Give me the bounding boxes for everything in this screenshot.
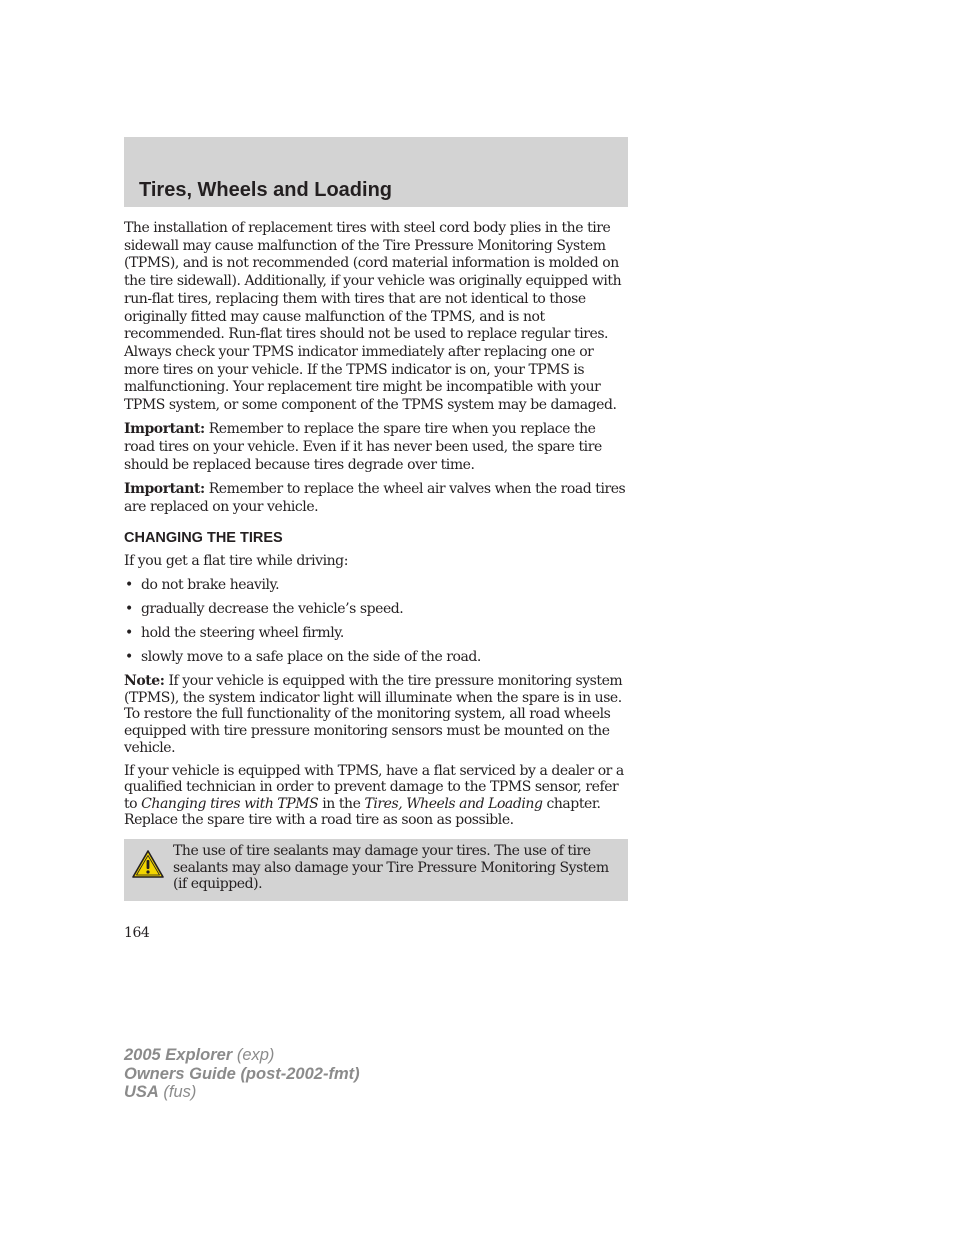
- list-item: [124, 649, 628, 667]
- list-item-text: do not brake heavily.: [141, 577, 280, 594]
- page-number: 164: [124, 925, 150, 941]
- footer-model-code: (exp): [232, 1046, 275, 1064]
- bullet-icon: •: [125, 625, 133, 642]
- important-label: Important:: [124, 480, 205, 497]
- tpms-text-part1: If your vehicle is equipped with TPMS, have a flat serviced by a dealer or a qualified technician in order to prevent damage to the TPMS sensor, refer to: [124, 762, 624, 812]
- tpms-service-paragraph: [124, 763, 628, 829]
- list-item-text: gradually decrease the vehicle’s speed.: [141, 601, 404, 618]
- tpms-text-part3: chapter. Replace the spare tire with a road tire as soon as possible.: [124, 795, 601, 829]
- bullet-icon: •: [125, 649, 133, 666]
- warning-text: The use of tire sealants may damage your tires. The use of tire sealants may also damage your Tire Pressure Monitoring System (if equipped).: [173, 843, 609, 893]
- important-spare-text: Remember to replace the spare tire when you replace the road tires on your vehicle. Even if it has never been used, the spare tire should be replaced because tires degrade over time.: [124, 421, 602, 473]
- list-item: [124, 577, 628, 595]
- footer-model-name: 2005 Explorer: [124, 1046, 233, 1064]
- footer-market-name: USA: [124, 1083, 159, 1101]
- changing-tires-heading: CHANGING THE TIRES: [124, 530, 283, 547]
- document-footer: [124, 1046, 360, 1102]
- bullet-icon: •: [125, 601, 133, 618]
- note-paragraph: [124, 673, 628, 756]
- list-item: [124, 625, 628, 643]
- tpms-text-part2: in the: [318, 795, 365, 812]
- footer-line-model: [124, 1046, 360, 1065]
- flat-tire-steps-list: [124, 577, 628, 667]
- list-item: [124, 601, 628, 619]
- important-label: Important:: [124, 421, 205, 438]
- tpms-chapter-reference: Tires, Wheels and Loading: [364, 795, 543, 812]
- footer-guide-name: Owners Guide (post-2002-fmt): [124, 1064, 360, 1083]
- important-valves-paragraph: [124, 481, 628, 516]
- intro-paragraph: The installation of replacement tires with steel cord body plies in the tire sidewall may cause malfunction of the Tire Pressure Monitoring System (TPMS), and is not recommended (cord material information is molded on the tire sidewall). Additionally, if your vehicle was originally equipped with run-flat tires, replacing them with tires that are not identical to those originally fitted may cause malfunction of the TPMS, and is not recommended. Run-flat tires should not be used to replace regular tires. Always check your TPMS indicator immediately after replacing one or more tires on your vehicle. If the TPMS indicator is on, your TPMS is malfunctioning. Your replacement tire might be incompatible with your TPMS system, or some component of the TPMS system may be damaged.: [124, 220, 622, 414]
- list-item-text: slowly move to a safe place on the side of the road.: [141, 649, 481, 666]
- list-item-text: hold the steering wheel firmly.: [141, 625, 344, 642]
- footer-line-guide: [124, 1065, 360, 1084]
- page-body: [124, 220, 628, 943]
- important-valves-text: Remember to replace the wheel air valves when the road tires are replaced on your vehicle.: [124, 480, 626, 515]
- important-spare-paragraph: [124, 421, 628, 474]
- footer-market-code: (fus): [158, 1083, 197, 1101]
- note-label: Note:: [124, 673, 165, 690]
- note-text: If your vehicle is equipped with the tire pressure monitoring system (TPMS), the system indicator light will illuminate when the spare is in use. To restore the full functionality of the monitoring system, all road wheels equipped with tire pressure monitoring sensors must be mounted on the vehicle.: [124, 673, 623, 756]
- section-title: Tires, Wheels and Loading: [139, 179, 393, 201]
- warning-box: [124, 839, 628, 901]
- footer-line-market: [124, 1083, 360, 1102]
- tpms-cross-reference: Changing tires with TPMS: [141, 795, 319, 812]
- bullet-icon: •: [125, 577, 133, 594]
- warning-triangle-icon: [131, 849, 165, 879]
- flat-tire-intro: If you get a flat tire while driving:: [124, 552, 348, 569]
